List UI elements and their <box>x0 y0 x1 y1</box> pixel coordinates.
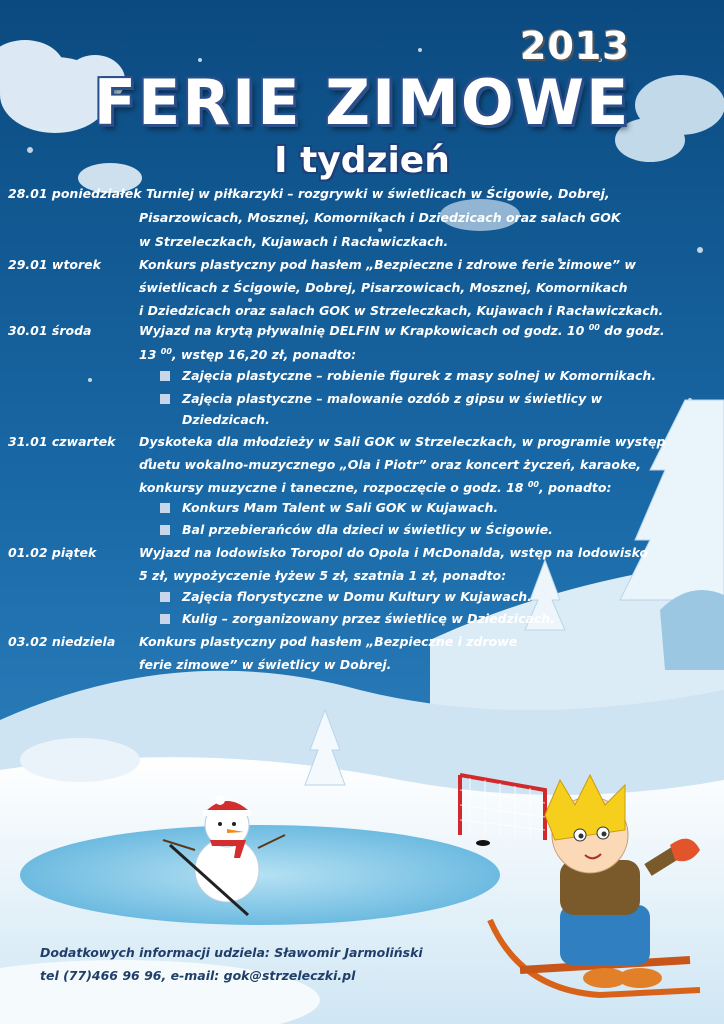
event-text: 5 zł, wypożyczenie łyżew 5 zł, szatnia 1 zł, ponadto: <box>139 568 507 583</box>
event-text: Turniej w piłkarzyki – rozgrywki w świetlicach w Ścigowie, Dobrej, <box>146 186 610 201</box>
event-text: Dyskoteka dla młodzieży w Sali GOK w Strzeleczkach, w programie występ <box>139 434 666 449</box>
snow-mound <box>20 738 140 782</box>
bullet-text: Kulig – zorganizowany przez świetlicę w Dziedzicach. <box>182 611 555 626</box>
bullet-text: Bal przebierańców dla dzieci w świetlicy w Ścigowie. <box>182 522 553 537</box>
bullet-text: Konkurs Mam Talent w Sali GOK w Kujawach. <box>182 500 499 515</box>
contact-person: Dodatkowych informacji udziela: Sławomir Jarmoliński <box>40 945 423 960</box>
day-label: 31.01 czwartek <box>8 434 116 449</box>
event-text: Konkurs plastyczny pod hasłem „Bezpieczne i zdrowe <box>139 634 518 649</box>
poster-title: FERIE ZIMOWE <box>93 66 631 139</box>
day-label: 30.01 środa <box>8 323 92 338</box>
ice-rink <box>20 825 500 925</box>
event-text: Pisarzowicach, Mosznej, Komornikach i Dziedzicach oraz salach GOK <box>139 210 621 225</box>
event-text: Wyjazd na krytą pływalnię DELFIN w Krapkowicach od godz. 10 $^{00}$ do godz. <box>139 323 665 339</box>
event-text: konkursy muzyczne i taneczne, rozpoczęcie o godz. 18 $^{00}$, ponadto: <box>139 480 612 496</box>
hut <box>660 590 724 670</box>
event-text: duetu wokalno-muzycznego „Ola i Piotr” oraz koncert życzeń, karaoke, <box>139 457 642 472</box>
day-label: 03.02 niedziela <box>8 634 116 649</box>
puck <box>476 840 490 846</box>
day-label: 28.01 poniedziałek <box>8 186 142 201</box>
poster-subtitle: I tydzień <box>274 140 450 181</box>
day-label: 29.01 wtorek <box>8 257 101 272</box>
event-text: ferie zimowe” w świetlicy w Dobrej. <box>139 657 392 672</box>
event-text: Wyjazd na lodowisko Toropol do Opola i McDonalda, wstęp na lodowisko <box>139 545 649 560</box>
square-bullet-icon <box>160 525 170 535</box>
square-bullet-icon <box>160 394 170 404</box>
event-text: i Dziedzicach oraz salach GOK w Strzeleczkach, Kujawach i Racławiczkach. <box>139 303 664 318</box>
square-bullet-icon <box>160 592 170 602</box>
event-text: 13 $^{00}$, wstęp 16,20 zł, ponadto: <box>139 347 357 363</box>
square-bullet-icon <box>160 503 170 513</box>
square-bullet-icon <box>160 614 170 624</box>
day-label: 01.02 piątek <box>8 545 97 560</box>
bullet-text: Zajęcia florystyczne w Domu Kultury w Kujawach. <box>182 589 532 604</box>
square-bullet-icon <box>160 371 170 381</box>
bullet-text: Dziedzicach. <box>182 412 270 427</box>
event-text: Konkurs plastyczny pod hasłem „Bezpieczne i zdrowe ferie zimowe” w <box>139 257 636 272</box>
bullet-text: Zajęcia plastyczne – malowanie ozdób z gipsu w świetlicy w <box>182 391 603 406</box>
bullet-text: Zajęcia plastyczne – robienie figurek z masy solnej w Komornikach. <box>182 368 657 383</box>
event-text: w Strzeleczkach, Kujawach i Racławiczkach. <box>139 234 449 249</box>
contact-details: tel (77)466 96 96, e-mail: gok@strzeleczki.pl <box>40 968 356 983</box>
year-heading: 2013 <box>520 24 630 68</box>
event-text: świetlicach z Ścigowie, Dobrej, Pisarzowicach, Mosznej, Komornikach <box>139 280 628 295</box>
